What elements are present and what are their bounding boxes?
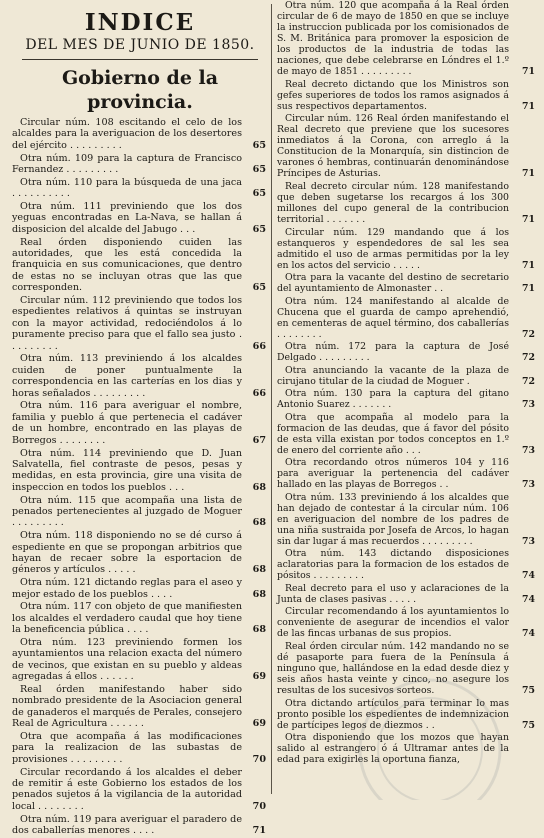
index-entry [277,227,535,273]
entry-text: Otra núm. 117 con objeto de que manifiesten los alcaldes el verdadero caudal que hoy tiene la beneficencia pública . . . . [12,601,242,636]
index-entry [277,583,535,606]
entry-page-number: 72 [521,375,535,387]
entry-page-number: 70 [252,800,266,812]
section-title: Gobierno de la provincia. [61,67,219,113]
entry-text: Real órden circular núm. 142 mandando no se dé pasaporte para fuera de la Península á ninguno que, hallándose en la edad desde diez y seis años hasta veinte y cinco, no asegure los resultas de los sucesivos sorteos. [277,640,509,697]
index-entry [12,295,268,353]
index-entry [12,767,268,814]
entry-page-number: 71 [252,825,266,837]
entry-text: Circular núm. 129 mandando que á los estanqueros y espendedores de sal les sea admitido el uso de armas permitidas por la ley en los actos del servicio . . . . . [277,226,509,271]
index-entry [12,448,268,495]
entry-page-number: 68 [252,517,266,529]
entry-text: Real decreto para el uso y aclaraciones de la Junta de clases pasivas . . . . . [277,582,509,605]
entry-page-number: 74 [521,628,535,640]
index-subtitle: DEL MES DE JUNIO DE 1850. [25,37,255,53]
entry-text: Otra núm. 115 que acompaña una lista de penados pertenecientes al juzgado de Moguer . . . . . . . . . [12,494,242,529]
entry-page-number: 65 [252,223,266,235]
column-divider [271,4,272,794]
entry-text: Otra núm. 110 para la búsqueda de una jaca . . . . . . . . . . [12,176,242,200]
entry-text: Circular recomendando á los ayuntamientos lo conveniente de asegurar de incendios el valor de las fincas urbanas de sus propios. [277,606,509,640]
entry-page-number: 74 [521,593,535,605]
index-entry [12,814,268,838]
index-entry [277,412,535,458]
entry-page-number: 68 [252,481,266,493]
index-entry [12,353,268,400]
entry-page-number: 73 [521,535,535,547]
entry-page-number: 68 [252,624,266,636]
index-entry [12,731,268,767]
index-entry [12,530,268,577]
entry-page-number: 71 [521,259,535,271]
entry-page-number: 73 [521,444,535,456]
library-stamp-watermark [330,640,530,800]
entry-page-number: 68 [252,588,266,600]
entry-text: Otra núm. 116 para averiguar el nombre, familia y pueblo á que pertenecia el cadáver de un hombre, encontrado en las playas de Borregos . . . . . . . . [12,400,242,446]
entry-page-number: 68 [252,564,266,576]
entry-text: Circular núm. 126 Real órden manifestando el Real decreto que previene que los sucesores inmediatos á la Corona, con arreglo á la Constitucion de la Monarquía, sin distincion de varones ó hembras, continuarán denominándose Príncipes de Asturias. [277,113,509,180]
left-entry-list [12,117,268,838]
index-entry [12,201,268,237]
index-entry [277,113,535,181]
entry-text: Otra que acompaña á las modificaciones para la realizacion de las subastas de provisiones . . . . . . . . . [12,730,242,765]
entry-page-number: 65 [252,139,266,151]
entry-page-number: 75 [521,719,535,731]
entry-page-number: 75 [521,685,535,697]
index-entry [277,606,535,641]
index-entry [12,153,268,177]
index-entry [277,296,535,342]
index-entry [277,492,535,549]
entry-text: Otra para la vacante del destino de secretario del ayuntamiento de Almonaster . . [277,272,509,295]
index-entry [277,457,535,492]
index-entry [277,0,535,79]
index-entry [277,365,535,388]
entry-text: Otra disponiendo que los mozos que hayan salido al estrangero ó á Ultramar antes de la edad para exigirles la oportuna fianza, [277,732,509,766]
entry-text: Otra núm. 121 dictando reglas para el aseo y mejor estado de los pueblos . . . . [12,577,242,600]
entry-text: Otra núm. 130 para la captura del gitano Antonio Suarez . . . . . . . [277,388,509,411]
entry-text: Otra que acompaña al modelo para la formacion de las deudas, que á favor del pósito de esta villa existan por todos conceptos en 1.º de enero del corriente año . . . [277,411,509,456]
entry-page-number: 66 [252,340,266,352]
header-rule [22,59,258,60]
entry-text: Real decreto circular núm. 128 manifestando que deben sugetarse los recargos á los 300 millones del cupo general de la contribucion territorial . . . . . . . [277,180,509,226]
entry-page-number: 74 [521,570,535,582]
index-entry [12,684,268,731]
entry-page-number: 73 [521,479,535,491]
entry-page-number: 69 [252,718,266,730]
left-column [12,0,268,838]
entry-text: Otra núm. 120 que acompaña á la Real órden circular de 6 de mayo de 1850 en que se incluye la instruccion publicada por los comisionados de S. M. Británica para promover la esposicion de los productos de la industria de todas las naciones, que debe celebrarse en Lóndres el 1.º de mayo de 1851 . . . . . . . . . [277,0,509,78]
entry-text: Circular núm. 112 previniendo que todos los espedientes relativos á quintas se instruyan con la mayor actividad, redociéndolos á lo puramente preciso para que el fallo sea justo . . . . . . . . . [12,295,242,352]
entry-text: Otra dictando artículos para terminar lo mas pronto posible los espedientes de indemnizacion de partícipes legos de diezmos . . [277,697,509,731]
entry-page-number: 69 [252,671,266,683]
index-entry [12,400,268,447]
entry-page-number: 72 [521,328,535,340]
entry-text: Otra núm. 114 previniendo que D. Juan Salvatella, fiel contraste de pesos, pesas y medidas, en esta provincia, gire una visita de inspeccion en todos los pueblos . . . [12,447,242,493]
index-title: INDICE [84,9,196,36]
entry-page-number: 71 [521,100,535,112]
entry-text: Otra núm. 119 para averiguar el paradero de dos caballerías menores . . . . [12,813,242,837]
entry-text: Otra núm. 124 manifestando al alcalde de Chucena que el guarda de campo aprehendió, en cementeras de aquel término, dos caballerías . . . . . . . . [277,295,509,340]
entry-page-number: 65 [252,282,266,294]
entry-page-number: 65 [252,164,266,176]
entry-page-number: 71 [521,283,535,295]
entry-page-number: 71 [521,66,535,78]
entry-text: Otra recordando otros números 104 y 116 para averiguar la pertenencia del cadáver hallado en las playas de Borregos . . [277,457,509,491]
entry-text: Otra núm. 123 previniendo formen los ayuntamientos una relacion exacta del número de vecinos, que existan en su pueblo y aldeas agregadas á ellos . . . . . . [12,636,242,683]
masthead [12,0,268,54]
entry-text: Circular recordando á los alcaldes el deber de remitir á este Gobierno los estados de los penados sujetos á la vigilancia de la autoridad local . . . . . . . . [12,766,242,812]
entry-text: Otra núm. 111 previniendo que los dos yeguas encontradas en La-Nava, se hallan á disposicion del alcalde del Jabugo . . . [12,201,242,235]
index-entry [12,637,268,684]
entry-text: Circular núm. 108 escitando el celo de los alcaldes para la averiguacion de los desertores del ejército . . . . . . . . . [12,117,242,151]
entry-text: Otra anunciando la vacante de la plaza de cirujano titular de la ciudad de Moguer . [277,364,509,387]
index-entry [12,495,268,531]
entry-text: Otra núm. 118 disponiendo no se dé curso á espediente en que se propongan arbitrios que hayan de recaer sobre la esportacion de géneros y artículos . . . . . [12,530,242,576]
index-entry [12,117,268,153]
entry-page-number: 73 [521,399,535,411]
index-entry [277,548,535,583]
index-entry [277,341,535,364]
entry-text: Otra núm. 109 para la captura de Francisco Fernandez . . . . . . . . . [12,152,242,176]
entry-text: Otra núm. 143 dictando disposiciones aclaratorias para la formacion de los estados de pósitos . . . . . . . . . [277,548,509,582]
index-entry [277,79,535,114]
entry-page-number: 71 [521,168,535,180]
entry-page-number: 70 [252,753,266,765]
index-entry [12,601,268,637]
entry-text: Real órden manifestando haber sido nombrado presidente de la Asociacion general de ganaderos el marqués de Perales, consejero Real de Agricultura . . . . . . [12,683,242,730]
index-entry [12,177,268,201]
entry-page-number: 65 [252,188,266,200]
entry-page-number: 67 [252,434,266,446]
entry-text: Real órden disponiendo cuiden las autoridades, que les está concedida la franquicia en sus comunicaciones, que dentro de estas no se incluyan otras que las que corresponden. [12,236,242,294]
entry-page-number: 71 [521,214,535,226]
entry-text: Real decreto dictando que los Ministros son gefes superiores de todos los ramos asignados á sus respectivos departamentos. [277,78,509,112]
index-entry [277,181,535,227]
entry-page-number: 66 [252,387,266,399]
entry-page-number: 72 [521,352,535,364]
index-entry [12,237,268,295]
entry-text: Otra núm. 133 previniendo á los alcaldes que han dejado de contestar á la circular núm. 106 en averiguacion del nombre de los padres de una niña sustraida por Josefa de Arcos, lo hagan sin dar lugar á mas recuerdos . . . . . . . . . [277,491,509,547]
index-entry [277,388,535,411]
index-entry [277,272,535,295]
index-entry [12,577,268,601]
entry-text: Otra núm. 172 para la captura de José Delgado . . . . . . . . . [277,341,509,364]
entry-text: Otra núm. 113 previniendo á los alcaldes cuiden de poner puntualmente la correspondencia en las carterías en los dias y horas señalados . . . . . . . . . [12,353,242,399]
